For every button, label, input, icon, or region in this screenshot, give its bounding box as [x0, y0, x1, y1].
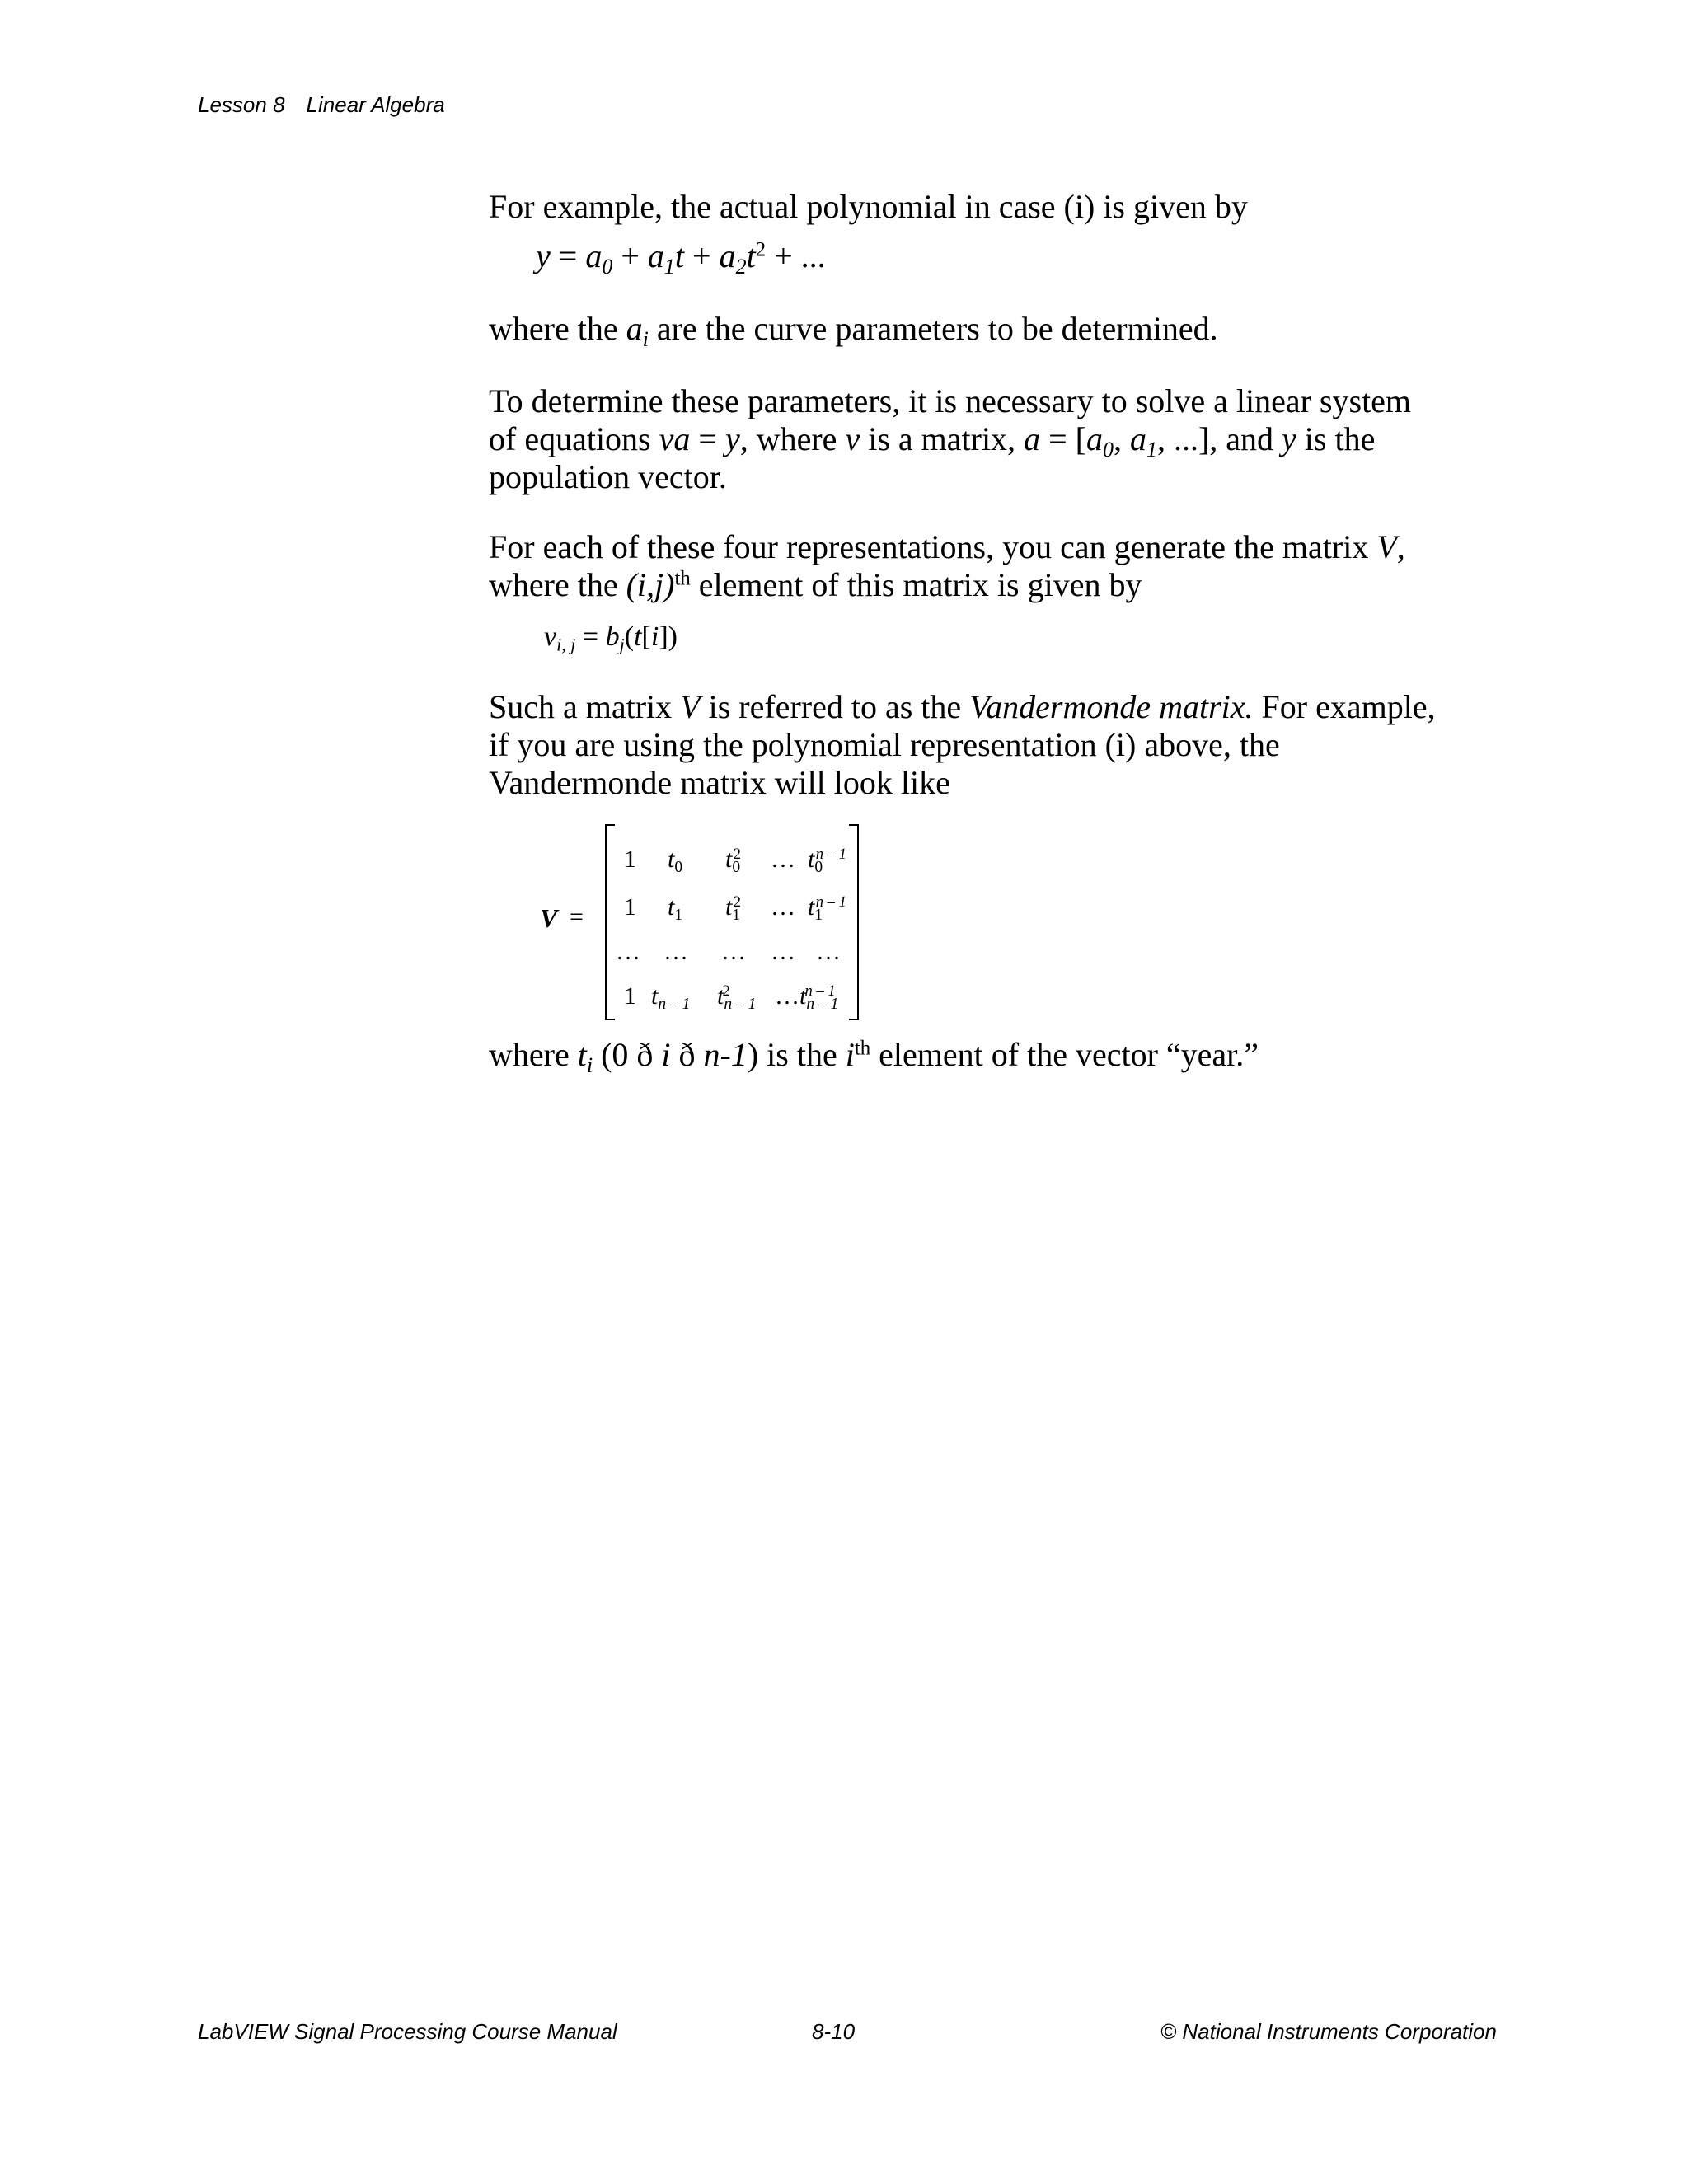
- header-lesson: Lesson 8: [198, 92, 285, 117]
- matrix-cell: $t_1^2$: [725, 893, 742, 924]
- matrix-cell: $t_0$: [668, 846, 683, 876]
- matrix-cell: …: [775, 982, 799, 1010]
- paragraph-year-vector: where $t_i$ (0 ð i ð n-1) is the $i^{th}$ element of the vector “year.”: [489, 1036, 1259, 1077]
- matrix-cell: $t_0^2$: [725, 845, 742, 876]
- paragraph-matrix-element: For each of these four representations, you can generate the matrix V, where the $(i,j)^{th}$ element of this matrix is given by: [489, 528, 1405, 603]
- matrix-cell: $t_{n - 1}^{n - 1}$: [799, 982, 839, 1013]
- paragraph-vandermonde: Such a matrix V is referred to as the Vandermonde matrix. For example, if you are using the polynomial representation (i) above, the Vandermonde matrix will look like: [489, 688, 1436, 801]
- matrix-cell: …: [616, 938, 640, 965]
- equation-polynomial: $y = a_0 + a_1t + a_2t^2$ + ...: [536, 237, 826, 279]
- matrix-cell: $t_1$: [668, 893, 683, 924]
- footer-copyright: © National Instruments Corporation: [1160, 2019, 1497, 2044]
- matrix-cell: …: [771, 938, 795, 965]
- footer-page-number: 8-10: [812, 2019, 856, 2044]
- matrix-cell: 1: [624, 982, 636, 1010]
- matrix-cell: $t_0^{n - 1}$: [808, 845, 846, 876]
- matrix-right-bracket: [849, 824, 859, 1020]
- paragraph-polynomial-intro: For example, the actual polynomial in case (i) is given by: [489, 188, 1248, 225]
- paragraph-curve-parameters: where the $a_i$ are the curve parameters to be determined.: [489, 310, 1218, 351]
- vandermonde-matrix: [540, 823, 886, 1020]
- matrix-cell: …: [771, 893, 795, 921]
- matrix-cell: …: [663, 938, 688, 965]
- equation-matrix-element: $v_{i, j} = b_j(t[i])$: [544, 621, 678, 655]
- matrix-left-bracket: [605, 824, 615, 1020]
- matrix-cell: 1: [624, 893, 636, 921]
- matrix-cell: …: [816, 938, 841, 965]
- running-header: [198, 92, 445, 118]
- matrix-cell: $t_1^{n - 1}$: [808, 893, 846, 924]
- matrix-cell: $t_{n - 1}$: [651, 982, 691, 1013]
- paragraph-linear-system: To determine these parameters, it is necessary to solve a linear system of equations va = y, where v is a matrix, $a = [a_0$, $a_1$, ...], and y is the population vector.: [489, 382, 1412, 495]
- matrix-cell: …: [771, 846, 795, 873]
- footer-manual-title: LabVIEW Signal Processing Course Manual: [198, 2019, 617, 2044]
- matrix-label: V: [540, 903, 558, 933]
- matrix-cell: 1: [624, 846, 636, 873]
- header-topic: Linear Algebra: [306, 92, 445, 117]
- matrix-cell: …: [721, 938, 746, 965]
- matrix-cell: $t_{n - 1}^2$: [717, 982, 757, 1013]
- matrix-equals: =: [570, 903, 584, 930]
